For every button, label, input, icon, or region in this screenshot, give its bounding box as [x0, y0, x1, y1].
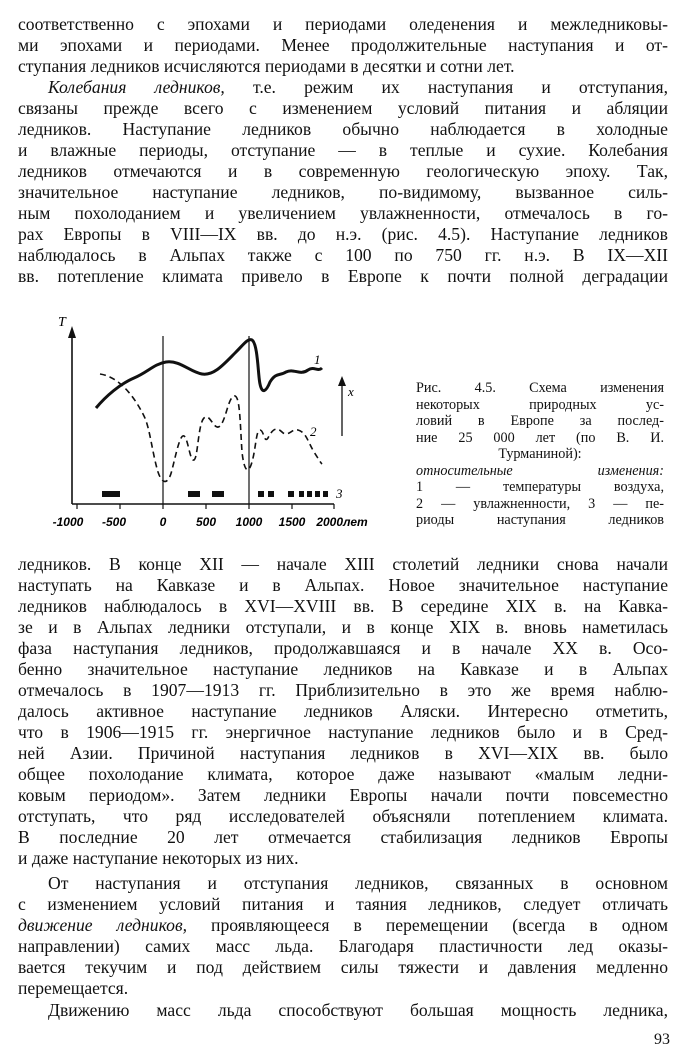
- legend-line: 2 — увлажненности, 3 — пе-: [416, 495, 664, 512]
- paragraph-4: [18, 873, 668, 999]
- text-line: ней Азии. Причиной наступания ледников в XVI—XIX вв. было: [18, 743, 668, 763]
- text-line: значительное наступание ледников, по-видимому, вызванное силь-: [18, 182, 668, 202]
- text-line: бенно значительное наступание ледников на Кавказе и в Альпах: [18, 659, 668, 679]
- advance-bar: [188, 491, 200, 497]
- text-line: и даже наступание некоторых из них.: [18, 848, 299, 868]
- text-line: далось активное наступание ледников Аляски. Интересно отметить,: [18, 701, 668, 721]
- climate-chart: [44, 312, 384, 532]
- text-run: проявляющееся в перемещении (всегда в одном: [186, 915, 668, 935]
- paragraph-2: [18, 77, 668, 287]
- curve-label-1: 1: [314, 352, 321, 367]
- text-line: ми эпохами и периодами. Менее продолжительные наступания и от-: [18, 35, 668, 55]
- curve-label-2: 2: [310, 424, 317, 439]
- legend-line: 1 — температуры воздуха,: [416, 479, 664, 495]
- paragraph-3: [18, 554, 668, 869]
- advance-bar: [315, 491, 320, 497]
- up-arrow-icon: [338, 376, 346, 386]
- caption-line: Турманиной):: [498, 446, 582, 462]
- advance-bar: [307, 491, 312, 497]
- text-line: с изменением условий питания и таяния ледников, следует отличать: [18, 894, 668, 914]
- y-axis-arrow-icon: [68, 326, 76, 338]
- legend-line: риоды наступания ледников: [416, 512, 664, 528]
- text-line: ледников отмечаются и в современную геологическую эпоху. Так,: [18, 161, 668, 181]
- paragraph-1: [18, 14, 668, 77]
- advance-bar: [323, 491, 328, 497]
- text-line: ным похолоданием и увеличением увлажненности, отмечалось в го-: [18, 203, 668, 223]
- advance-bar: [299, 491, 304, 497]
- italic-term: Колебания ледников,: [48, 77, 225, 97]
- x-tick-label: 1000: [235, 515, 263, 529]
- text-line: [18, 915, 668, 936]
- figure-caption: [416, 380, 664, 529]
- text-line: [18, 77, 668, 98]
- text-line: соответственно с эпохами и периодами оледенения и межледниковы-: [18, 14, 668, 34]
- text-line: зе и в Альпах ледники отступали, и в конце XIX в. вновь наметилась: [18, 617, 668, 637]
- arrow-label: x: [348, 384, 354, 399]
- x-tick-label: 0: [159, 515, 167, 529]
- text-line: вается текучим и под действием силы тяжести и давления медленно: [18, 957, 668, 977]
- advance-bar: [212, 491, 224, 497]
- italic-term: движение ледников,: [18, 915, 187, 935]
- text-line: что в 1906—1915 гг. энергичное наступание ледников было и в Сред-: [18, 722, 668, 742]
- text-line: ковым периодом». Затем ледники Европы начали почти повсеместно: [18, 785, 668, 805]
- paragraph-5: [18, 1000, 668, 1021]
- caption-line: Рис. 4.5. Схема изменения: [416, 380, 664, 396]
- figure-4-5: [44, 312, 384, 532]
- text-line: вв. потепление климата привело в Европе к почти полной деградации: [18, 266, 668, 286]
- text-run: т.е. режим их наступания и отступания,: [224, 77, 669, 97]
- page-number: 93: [654, 1031, 670, 1048]
- text-line: наступать на Кавказе и в Альпах. Новое значительное наступание: [18, 575, 668, 595]
- caption-line: ловий в Европе за послед-: [416, 413, 664, 429]
- text-line: наблюдалось в Альпах также с 100 по 750 гг. н.э. В IX—XII: [18, 245, 668, 265]
- x-tick-label: 1500: [278, 515, 306, 529]
- text-line: От наступания и отступания ледников, связанных в основном: [48, 873, 668, 893]
- curve-label-3: 3: [336, 486, 343, 501]
- x-tick-label: 500: [195, 515, 217, 529]
- text-line: ледников наблюдалось в XVI—XVIII вв. В середине XIX в. на Кавка-: [18, 596, 668, 616]
- advance-bar: [268, 491, 274, 497]
- text-line: ступания ледников исчисляются периодами в десятки и сотни лет.: [18, 56, 515, 76]
- caption-line: ние 25 000 лет (по В. И.: [416, 429, 664, 446]
- x-tick-label: -1000: [52, 515, 84, 529]
- text-line: рах Европы в VIII—IX вв. до н.э. (рис. 4.5). Наступание ледников: [18, 224, 668, 244]
- curve-1-temperature: [96, 340, 322, 408]
- x-tick-label: -500: [101, 515, 127, 529]
- text-line: фаза наступания ледников, продолжавшаяся и в начале XX в. Осо-: [18, 638, 668, 658]
- advance-bar: [258, 491, 264, 497]
- text-line: связаны прежде всего с изменением условий питания и абляции: [18, 98, 668, 118]
- text-line: направлении) самих масс льда. Благодаря пластичности лед оказы-: [18, 936, 668, 956]
- text-line: Движению масс льда способствуют большая мощность ледника,: [48, 1000, 668, 1020]
- legend-title: относительные изменения:: [416, 462, 664, 479]
- series-3-glacier-advances: [102, 491, 328, 497]
- text-line: В последние 20 лет отмечается стабилизация ледников Европы: [18, 827, 668, 847]
- text-line: и влажные периоды, отступание — в теплые и сухие. Колебания: [18, 140, 668, 160]
- caption-line: некоторых природных ус-: [416, 396, 664, 413]
- x-tick-label: 2000лет: [316, 515, 368, 529]
- text-line: общее похолодание климата, которое даже называют «малым ледни-: [18, 764, 668, 784]
- text-line: ледников. В конце XII — начале XIII столетий ледники снова начали: [18, 554, 668, 574]
- advance-bar: [102, 491, 120, 497]
- text-line: ледников. Наступание ледников обычно наблюдается в холодные: [18, 119, 668, 139]
- text-line: отступать, что ряд исследователей объясняли потеплением климата.: [18, 806, 668, 826]
- text-line: отмечалось в 1907—1913 гг. Приблизительно в это же время наблю-: [18, 680, 668, 700]
- curve-2-humidity: [100, 374, 322, 482]
- advance-bar: [288, 491, 294, 497]
- text-line: перемещается.: [18, 978, 129, 998]
- y-axis-label: T: [58, 315, 66, 330]
